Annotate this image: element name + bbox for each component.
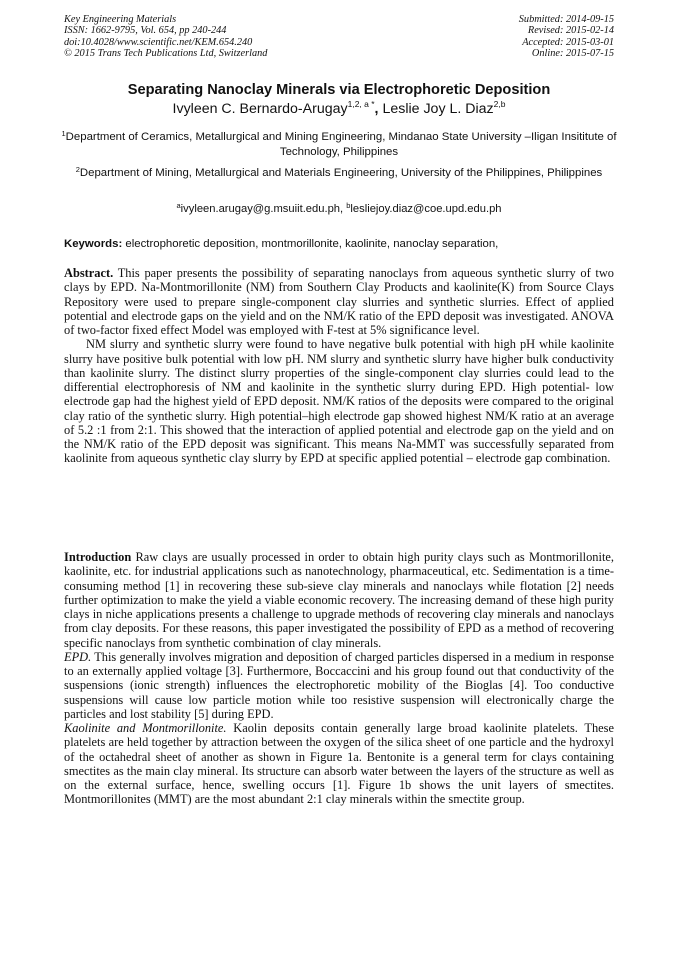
journal-info <box>64 14 267 60</box>
author-name: Leslie Joy L. Diaz <box>382 101 494 117</box>
epd-paragraph <box>64 650 614 721</box>
introduction-text: Raw clays are usually processed in order to obtain high purity clays such as Montmorillonite, kaolinite, etc. for industrial applications such as nanotechnology, pharmaceutical, etc. Sedimentation is a time-consuming method [1] in recovering these sub-sieve clay minerals and nanoclays while flotation [2] needs further optimization to make the yield a viable economic recovery. The increasing demand of these high purity clays in niche applications presents a challenge to upgrade methods of recovering clay minerals and nanoclays from clay deposits. For these reasons, this paper investigated the possibility of EPD as a method of recovering specific nanoclays from synthetic combination of clay minerals. <box>64 550 614 650</box>
author-superscript: 1,2, a * <box>347 99 375 109</box>
journal-copyright: © 2015 Trans Tech Publications Ltd, Switzerland <box>64 48 268 60</box>
km-text: Kaolin deposits contain generally large broad kaolinite platelets. These platelets are held together by attraction between the oxygen of the silica sheet of one particle and the hydroxyl of the octahedral sheet of another as shown in Figure 1a. Bentonite is a general term for clays containing smectites as the main clay mineral. Its structure can absorb water between the layers of the structure as well as on the external surface, hence, swelling occurs [1]. Figure 1b shows the unit layers of smectites. Montmorillonites (MMT) are the most abundant 2:1 clay minerals within the smectite group. <box>64 721 614 807</box>
author-separator: , <box>374 101 379 117</box>
epd-text: This generally involves migration and deposition of charged particles dispersed in a medium in response to an externally applied voltage [3]. Furthermore, Boccaccini and his group found out that conductivity of the suspensions (ionic strength) influences the electrophoretic mobility of the Bioglas [4]. Too conductive suspensions will cause low particle motion while too resistive suspension will electronically charge the particles and lost stability [5] during EPD. <box>64 649 614 721</box>
journal-issn: ISSN: 1662-9795, Vol. 654, pp 240-244 <box>64 25 227 37</box>
introduction-label: Introduction <box>64 550 132 564</box>
km-label: Kaolinite and Montmorillonite. <box>64 721 227 735</box>
affiliation-superscript: 2 <box>75 165 80 174</box>
email-superscript: a <box>176 201 181 210</box>
email-address[interactable]: ivyleen.arugay@g.msuiit.edu.ph, <box>180 203 344 215</box>
email-superscript: b <box>346 201 351 210</box>
epd-label: EPD. <box>64 649 92 664</box>
introduction-paragraph <box>64 550 614 650</box>
abstract-paragraph <box>64 337 614 465</box>
date-accepted: Accepted: 2015-03-01 <box>522 36 614 48</box>
kaolinite-montmorillonite-paragraph <box>64 721 614 807</box>
keywords-label: Keywords: <box>64 238 123 250</box>
keywords-text: electrophoretic deposition, montmorillonite, kaolinite, nanoclay separation, <box>125 238 499 250</box>
date-submitted: Submitted: 2014-09-15 <box>518 14 614 25</box>
date-revised: Revised: 2015-02-14 <box>527 25 614 37</box>
keywords <box>64 238 614 250</box>
affiliation-superscript: 1 <box>61 129 66 138</box>
abstract-section <box>64 266 614 466</box>
abstract-label: Abstract. <box>64 266 114 280</box>
author-line <box>0 101 678 117</box>
author-superscript: 2,b <box>493 99 506 109</box>
publication-dates <box>519 14 614 60</box>
abstract-text: This paper presents the possibility of separating nanoclays from aqueous synthetic slurry of two clays by EPD. Na-Montmorillonite (NM) from Southern Clay Products and kaolinite(K) from Source Clays Repository were used to prepare single-component clay slurries and synthetic slurries. Effect of applied potential and electrode gaps on the yield and on the NM/K ratio of the EPD deposit was investigated. ANOVA of two-factor fixed effect Model was employed with F-test at 5% significance level. <box>64 266 614 337</box>
journal-name: Key Engineering Materials <box>64 14 177 25</box>
email-address[interactable]: lesliejoy.diaz@coe.upd.edu.ph <box>350 203 502 215</box>
abstract-paragraph <box>64 266 614 337</box>
affiliation-text: Department of Mining, Metallurgical and Materials Engineering, University of the Philippines, Philippines <box>79 167 603 179</box>
affiliation <box>60 130 618 159</box>
affiliation <box>60 166 618 181</box>
journal-doi: doi:10.4028/www.scientific.net/KEM.654.240 <box>64 36 253 48</box>
abstract-text: NM slurry and synthetic slurry were found to have negative bulk potential with high pH while kaolinite slurry have positive bulk potential with low pH. NM slurry and synthetic slurry have higher bulk conductivity than kaolinite slurry. The distinct slurry properties of the single-component clay slurries could lead to the differential electrophoresis of NM and kaolinite in the synthetic slurry during EPD. High potential- low electrode gap had the highest yield of EPD deposit. NM/K ratios of the deposits were compared to the original clay ratio of the synthetic slurry. High potential–high electrode gap showed highest NM/K ratio at an average of 5.2 :1 from 2:1. This showed that the interaction of applied potential and electrode gap on the yield and on the NM/K ratio of the EPD deposit was significant. This means Na-MMT was successfully separated from kaolinite from aqueous synthetic clay slurry by EPD at specific applied potential – electrode gap combination. <box>64 337 614 466</box>
introduction-section <box>64 550 614 807</box>
paper-title: Separating Nanoclay Minerals via Electrophoretic Deposition <box>127 82 551 98</box>
date-online: Online: 2015-07-15 <box>531 48 614 60</box>
author-emails <box>0 203 678 215</box>
author-name: Ivyleen C. Bernardo-Arugay <box>172 101 348 117</box>
affiliation-text: Department of Ceramics, Metallurgical and Mining Engineering, Mindanao State University –Iligan Insititute of Technology, Philippines <box>65 131 617 158</box>
